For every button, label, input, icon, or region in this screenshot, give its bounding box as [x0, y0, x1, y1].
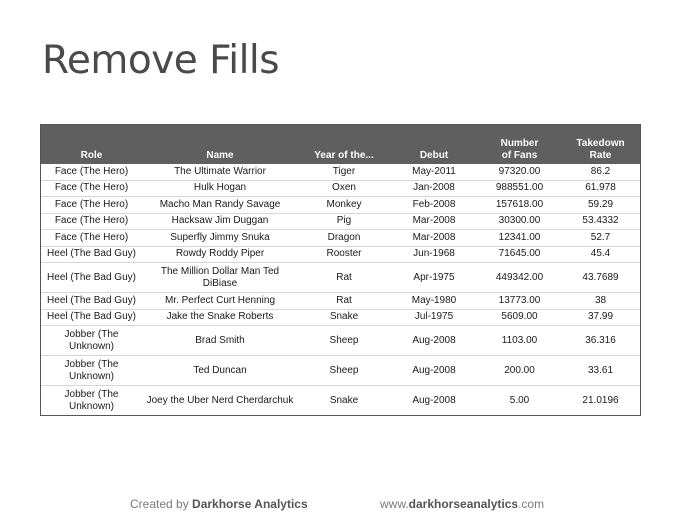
- cell-debut: Jan-2008: [390, 180, 478, 197]
- cell-fans: 5.00: [509, 394, 530, 406]
- cell-year: Oxen: [298, 180, 390, 197]
- cell-name: Superfly Jimmy Snuka: [142, 230, 298, 247]
- table-row: [41, 213, 640, 230]
- cell-debut: Mar-2008: [390, 213, 478, 230]
- cell-takedown: 36.316: [561, 326, 640, 356]
- table-row: [41, 263, 640, 293]
- cell-year: Rat: [298, 263, 390, 293]
- table-body: [41, 164, 640, 415]
- table-row: [41, 180, 640, 197]
- cell-year: Tiger: [298, 164, 390, 180]
- footer-created-prefix: Created by: [130, 497, 189, 511]
- cell-role: Heel (The Bad Guy): [41, 293, 142, 310]
- cell-role: Face (The Hero): [41, 230, 142, 247]
- cell-name: Mr. Perfect Curt Henning: [142, 293, 298, 310]
- cell-takedown: 21.0196: [582, 394, 619, 406]
- table-row: [41, 164, 640, 180]
- data-table: [40, 124, 641, 416]
- table-row: [41, 326, 640, 356]
- table-row: [41, 246, 640, 263]
- cell-takedown: 86.2: [561, 164, 640, 180]
- cell-year: Snake: [298, 309, 390, 326]
- header-year: Year of the...: [298, 125, 390, 164]
- cell-fans: 449342.00: [478, 263, 561, 293]
- header-role: Role: [41, 125, 142, 164]
- cell-year: Pig: [298, 213, 390, 230]
- cell-role: Jobber (The Unknown): [41, 326, 142, 356]
- table-row: [41, 197, 640, 214]
- cell-role: Jobber (The Unknown): [41, 356, 142, 386]
- cell-name: Ted Duncan: [142, 356, 298, 386]
- table-row: [41, 293, 640, 310]
- table-row: [41, 309, 640, 326]
- cell-fans: 71645.00: [478, 246, 561, 263]
- cell-name: The Million Dollar Man Ted DiBiase: [142, 263, 298, 293]
- table-row: [41, 230, 640, 247]
- cell-debut: May-2011: [390, 164, 478, 180]
- cell-name: Jake the Snake Roberts: [142, 309, 298, 326]
- cell-year: Sheep: [298, 326, 390, 356]
- cell-debut: Feb-2008: [390, 197, 478, 214]
- cell-debut: Aug-2008: [390, 326, 478, 356]
- header-debut: Debut: [390, 125, 478, 164]
- cell-fans: 5609.00: [478, 309, 561, 326]
- cell-fans: 97320.00: [478, 164, 561, 180]
- cell-name: The Ultimate Warrior: [142, 164, 298, 180]
- table-row: [41, 356, 640, 386]
- cell-takedown: 37.99: [561, 309, 640, 326]
- cell-debut: Aug-2008: [390, 356, 478, 386]
- cell-name: Brad Smith: [142, 326, 298, 356]
- cell-role: Face (The Hero): [41, 213, 142, 230]
- cell-year: Rat: [298, 293, 390, 310]
- cell-role: Face (The Hero): [41, 197, 142, 214]
- cell-takedown: 52.7: [561, 230, 640, 247]
- footer-credit: [130, 497, 308, 511]
- cell-role: Jobber (The Unknown): [64, 388, 119, 412]
- cell-fans: 30300.00: [478, 213, 561, 230]
- cell-year: Dragon: [298, 230, 390, 247]
- slide-title: Remove Fills: [42, 38, 280, 83]
- cell-fans: 200.00: [478, 356, 561, 386]
- cell-fans: 1103.00: [478, 326, 561, 356]
- cell-debut: Mar-2008: [390, 230, 478, 247]
- cell-takedown: 33.61: [561, 356, 640, 386]
- cell-debut: May-1980: [390, 293, 478, 310]
- cell-takedown: 43.7689: [561, 263, 640, 293]
- cell-fans: 988551.00: [478, 180, 561, 197]
- header-takedown: Takedown Rate: [561, 125, 640, 164]
- cell-role: Heel (The Bad Guy): [41, 246, 142, 263]
- cell-fans: 157618.00: [478, 197, 561, 214]
- cell-role: Face (The Hero): [41, 180, 142, 197]
- cell-fans: 13773.00: [478, 293, 561, 310]
- cell-name: Rowdy Roddy Piper: [142, 246, 298, 263]
- footer-url-prefix: www.: [380, 497, 409, 511]
- cell-year: Snake: [329, 394, 359, 406]
- table-row: [41, 386, 640, 416]
- cell-name: Joey the Uber Nerd Cherdarchuk: [146, 394, 294, 406]
- cell-debut: Apr-1975: [390, 263, 478, 293]
- cell-year: Monkey: [298, 197, 390, 214]
- cell-takedown: 53.4332: [561, 213, 640, 230]
- cell-year: Rooster: [298, 246, 390, 263]
- footer-url[interactable]: [380, 497, 544, 511]
- cell-name: Macho Man Randy Savage: [142, 197, 298, 214]
- header-name: Name: [142, 125, 298, 164]
- cell-name: Hulk Hogan: [142, 180, 298, 197]
- cell-takedown: 45.4: [561, 246, 640, 263]
- cell-debut: Jul-1975: [390, 309, 478, 326]
- cell-year: Sheep: [298, 356, 390, 386]
- cell-takedown: 38: [561, 293, 640, 310]
- cell-role: Heel (The Bad Guy): [41, 309, 142, 326]
- cell-fans: 12341.00: [478, 230, 561, 247]
- footer-url-brand: darkhorseanalytics: [408, 497, 519, 511]
- footer-url-suffix: .com: [518, 497, 545, 511]
- cell-debut: Jun-1968: [390, 246, 478, 263]
- cell-name: Hacksaw Jim Duggan: [142, 213, 298, 230]
- table-header-row: [41, 125, 640, 164]
- cell-debut: Aug-2008: [412, 394, 456, 406]
- cell-role: Heel (The Bad Guy): [41, 263, 142, 293]
- header-fans: Number of Fans: [478, 125, 561, 164]
- cell-takedown: 61.978: [561, 180, 640, 197]
- cell-takedown: 59.29: [561, 197, 640, 214]
- cell-role: Face (The Hero): [41, 164, 142, 180]
- footer-created-brand: Darkhorse Analytics: [192, 497, 308, 511]
